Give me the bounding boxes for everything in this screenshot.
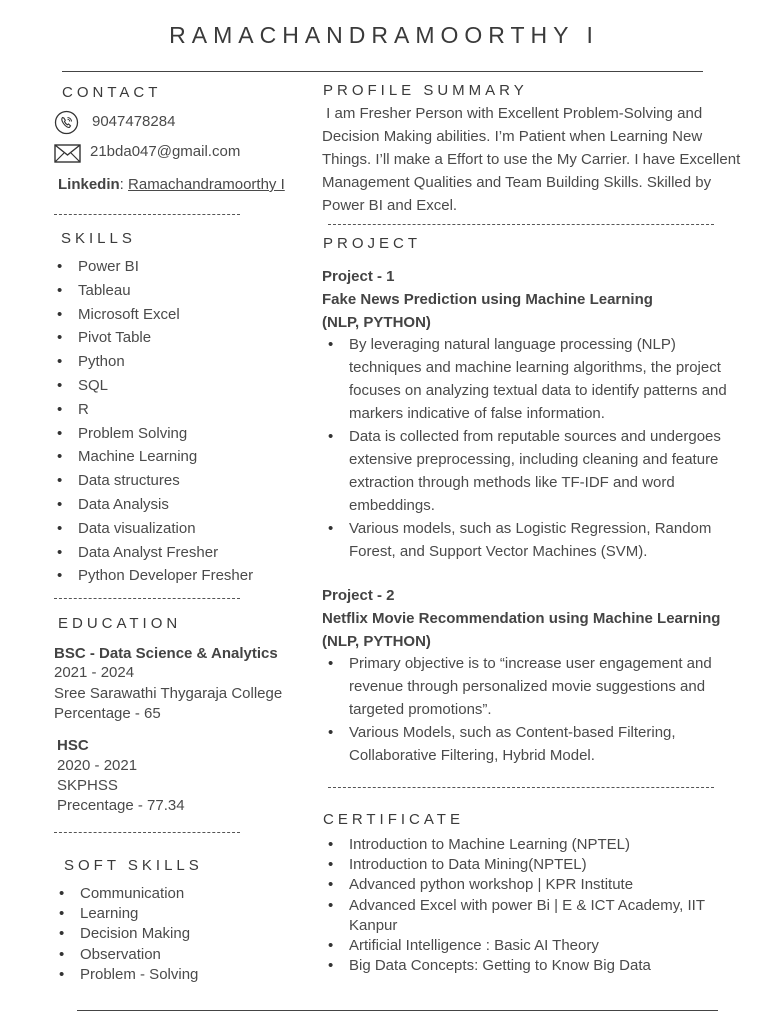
skills-divider xyxy=(54,598,240,599)
soft-skill-item: • Problem - Solving xyxy=(56,965,198,985)
skill-item: • Tableau xyxy=(54,279,253,303)
project-2-bullets xyxy=(325,652,735,767)
certificate-heading: CERTIFICATE xyxy=(323,811,464,828)
soft-skill-item: • Observation xyxy=(56,945,198,965)
hsc-percentage: Precentage - 77.34 xyxy=(57,797,185,814)
project-2-label: Project - 2 xyxy=(322,587,395,604)
hsc-title: HSC xyxy=(57,737,89,754)
skill-item: • Data Analysis xyxy=(54,493,253,517)
profile-summary xyxy=(322,102,758,217)
college-name: Sree Sarawathi Thygaraja College xyxy=(54,685,283,702)
certificate-item: • Advanced Excel with power Bi | E & ICT Academy, IIT Kanpur xyxy=(325,896,735,936)
skill-item: • Python xyxy=(54,350,253,374)
linkedin-separator: : xyxy=(119,176,124,193)
certificate-item: • Introduction to Machine Learning (NPTEL) xyxy=(325,835,735,855)
project-2-tech: (NLP, PYTHON) xyxy=(322,633,431,650)
mail-icon xyxy=(54,144,81,163)
email-address[interactable]: 21bda047@gmail.com xyxy=(90,143,241,160)
phone-icon xyxy=(54,110,79,135)
project-1-label: Project - 1 xyxy=(322,268,395,285)
footer-divider xyxy=(77,1010,718,1011)
project-2-bullet: • Various Models, such as Content-based Filtering, Collaborative Filtering, Hybrid Model. xyxy=(325,721,735,767)
profile-line: Things. I’ll make a Effort to use the My Carrier. I have Excellent xyxy=(322,151,741,168)
profile-line: I am Fresher Person with Excellent Problem-Solving and xyxy=(322,105,703,122)
school-name: SKPHSS xyxy=(57,777,118,794)
skill-item: • Data visualization xyxy=(54,517,253,541)
skills-heading: SKILLS xyxy=(61,230,136,247)
project-2-title: Netflix Movie Recommendation using Machine Learning xyxy=(322,610,721,627)
project-1-bullet: • By leveraging natural language processing (NLP) techniques and machine learning algorithms, the project focuses on analyzing textual data to identify patterns and markers indicative of false information. xyxy=(325,333,750,425)
certificate-list xyxy=(325,835,735,976)
phone-number[interactable]: 9047478284 xyxy=(92,113,176,130)
skill-item: • Problem Solving xyxy=(54,422,253,446)
project-1-bullets xyxy=(325,333,750,563)
soft-skill-item: • Learning xyxy=(56,904,198,924)
project-1-tech: (NLP, PYTHON) xyxy=(322,314,431,331)
profile-line: Power BI and Excel. xyxy=(322,197,458,214)
linkedin-label: Linkedin xyxy=(58,176,120,193)
hsc-years: 2020 - 2021 xyxy=(57,757,138,774)
education-heading: EDUCATION xyxy=(58,615,182,632)
certificate-item: • Introduction to Data Mining(NPTEL) xyxy=(325,855,735,875)
profile-line: Decision Making abilities. I’m Patient when Learning New xyxy=(322,128,703,145)
profile-line: Management Qualities and Team Building Skills. Skilled by xyxy=(322,174,712,191)
skill-item: • Pivot Table xyxy=(54,326,253,350)
certificate-item: • Big Data Concepts: Getting to Know Big Data xyxy=(325,956,735,976)
linkedin-link[interactable]: Ramachandramoorthy I xyxy=(128,176,285,193)
soft-skills-heading: SOFT SKILLS xyxy=(64,857,203,874)
skill-item: • Data structures xyxy=(54,469,253,493)
project-1-bullet: • Various models, such as Logistic Regression, Random Forest, and Support Vector Machines (SVM). xyxy=(325,517,750,563)
profile-heading: PROFILE SUMMARY xyxy=(323,82,528,99)
project-heading: PROJECT xyxy=(323,235,422,252)
project-1-bullet: • Data is collected from reputable sources and undergoes extensive preprocessing, including cleaning and feature extraction through methods like TF-IDF and word embeddings. xyxy=(325,425,750,517)
project-1-title: Fake News Prediction using Machine Learning xyxy=(322,291,653,308)
skill-item: • R xyxy=(54,398,253,422)
soft-skill-item: • Decision Making xyxy=(56,924,198,944)
degree-years: 2021 - 2024 xyxy=(54,664,135,681)
degree-percentage: Percentage - 65 xyxy=(54,705,161,722)
certificate-item: • Advanced python workshop | KPR Institute xyxy=(325,875,735,895)
resume-name: RAMACHANDRAMOORTHY I xyxy=(169,22,599,48)
skill-item: • Python Developer Fresher xyxy=(54,564,253,588)
header-divider xyxy=(62,71,703,72)
soft-skill-item: • Communication xyxy=(56,884,198,904)
project-divider xyxy=(328,787,714,788)
skill-item: • Power BI xyxy=(54,255,253,279)
degree-title: BSC - Data Science & Analytics xyxy=(54,645,278,662)
linkedin-row xyxy=(58,176,285,193)
project-2-bullet: • Primary objective is to “increase user engagement and revenue through personalized movie suggestions and targeted promotions”. xyxy=(325,652,735,721)
skills-list xyxy=(54,255,253,588)
education-divider xyxy=(54,832,240,833)
profile-divider xyxy=(328,224,714,225)
skill-item: • SQL xyxy=(54,374,253,398)
skill-item: • Machine Learning xyxy=(54,445,253,469)
skill-item: • Data Analyst Fresher xyxy=(54,541,253,565)
contact-heading: CONTACT xyxy=(62,84,162,101)
soft-skills-list xyxy=(56,884,198,985)
contact-divider xyxy=(54,214,240,215)
skill-item: • Microsoft Excel xyxy=(54,303,253,327)
certificate-item: • Artificial Intelligence : Basic AI Theory xyxy=(325,936,735,956)
